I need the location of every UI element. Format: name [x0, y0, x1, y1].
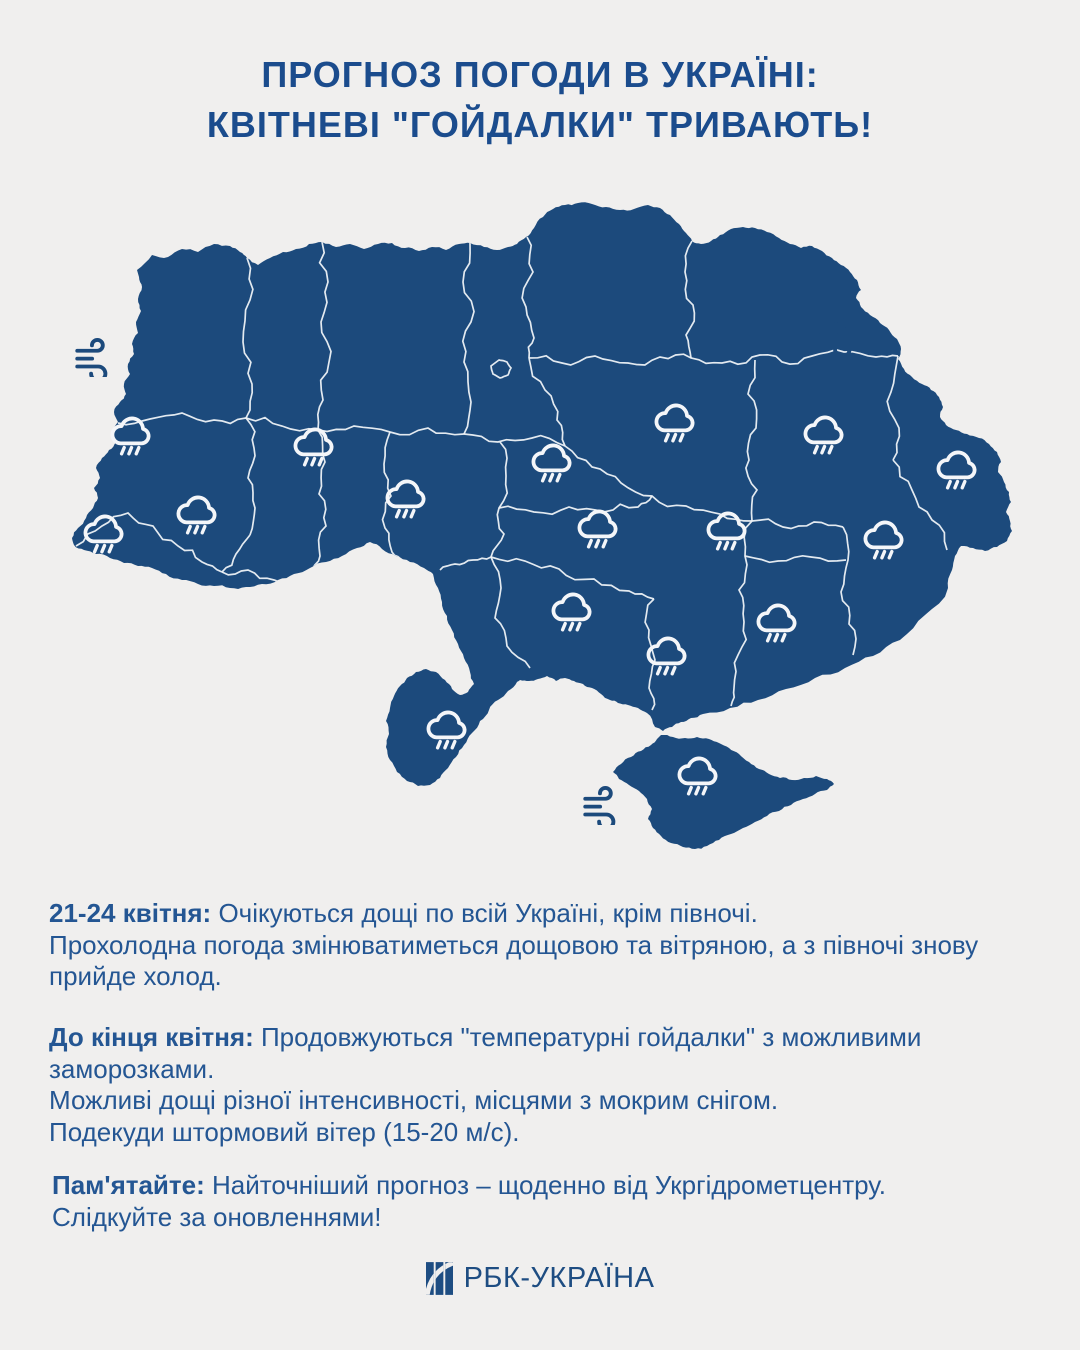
forecast-lead: Пам'ятайте:	[52, 1170, 205, 1200]
forecast-line: Продовжуються "температурні гойдалки" з можливими заморозками.	[49, 1022, 922, 1084]
forecast-line: Прохолодна погода змінюватиметься дощовою та вітряною, а з півночі знову	[49, 929, 979, 960]
brand-logo	[0, 1262, 1080, 1295]
title-line-2: КВІТНЕВІ "ГОЙДАЛКИ" ТРИВАЮТЬ!	[206, 104, 874, 145]
forecast-line: прийде холод.	[49, 961, 222, 991]
forecast-block-end-of-april	[49, 1022, 1080, 1148]
forecast-line: Найточніший прогноз – щоденно від Укргідрометцентру.	[204, 1170, 886, 1200]
title-line-1: ПРОГНОЗ ПОГОДИ В УКРАЇНІ:	[261, 54, 819, 95]
forecast-block-reminder	[52, 1170, 886, 1233]
mainland-shape	[72, 202, 1012, 786]
rbc-logo-icon	[426, 1262, 453, 1295]
wind-icon	[585, 788, 613, 829]
crimea-shape	[613, 735, 834, 849]
forecast-line: Очікуються дощі по всій Україні, крім півночі.	[211, 898, 758, 928]
wind-icon	[77, 340, 105, 381]
forecast-line: Слідкуйте за оновленнями!	[52, 1201, 382, 1232]
forecast-lead: До кінця квітня:	[49, 1022, 254, 1052]
map-shapes	[72, 202, 1012, 849]
forecast-line: Подекуди штормовий вітер (15-20 м/с).	[49, 1116, 520, 1147]
forecast-lead: 21-24 квітня:	[49, 898, 212, 928]
brand-name: РБК-УКРАЇНА	[463, 1262, 655, 1294]
forecast-line: Можливі дощі різної інтенсивності, місцями з мокрим снігом.	[49, 1085, 779, 1115]
forecast-block-21-24-april	[49, 898, 978, 993]
